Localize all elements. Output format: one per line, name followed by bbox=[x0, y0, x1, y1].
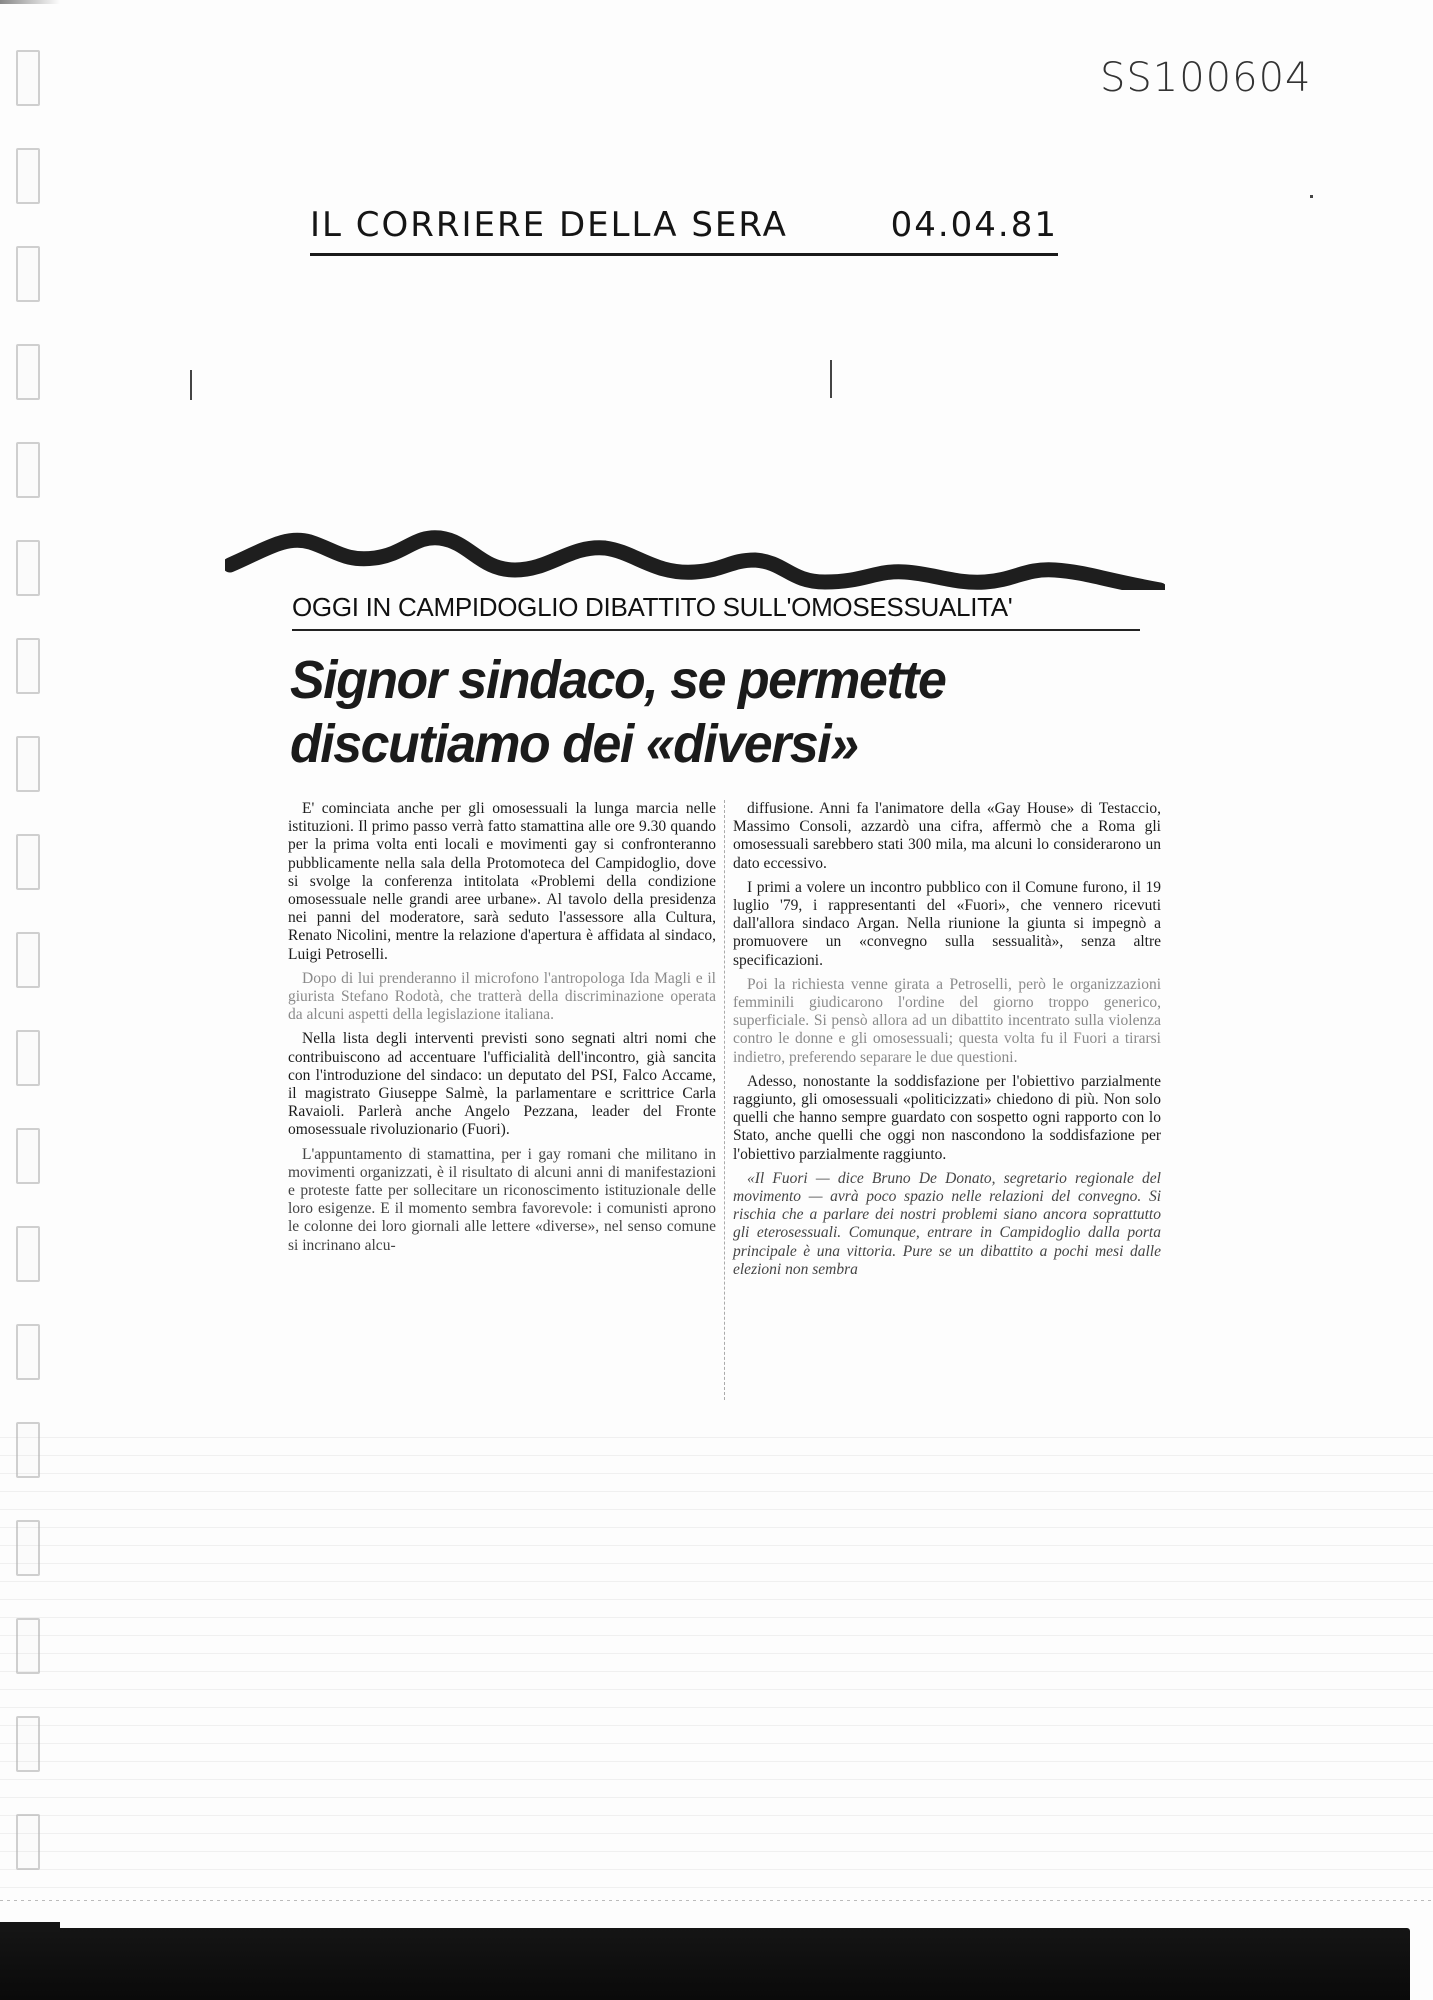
paragraph: E' cominciata anche per gli omosessuali la lunga marcia nelle istituzioni. Il primo passo verrà fatto stamattina alle ore 9.30 quando per la prima volta enti locali e movimenti gay si confronteranno pubblicamente nella sala della Protomoteca del Campidoglio, dove si svolge la conferenza intitolata «Problemi della condizione omosessuale nelle grandi aree urbane». Al tavolo della presidenza nei panni del moderatore, sarà seduto l'assessore alla Cultura, Renato Nicolini, mentre la relazione d'apertura è affidata al sindaco, Luigi Petroselli. bbox=[288, 800, 716, 963]
binder-hole bbox=[16, 1324, 40, 1380]
paragraph: Poi la richiesta venne girata a Petroselli, però le organizzazioni femminili giudicarono l'ordine del giorno troppo generico, superficiale. Si pensò allora ad un dibattito incentrato sulla violenza contro le donne e gli omosessuali; questa volta fu il Fuori a tirarsi indietro, preferendo separare le due questioni. bbox=[733, 975, 1161, 1066]
blank-scanned-area bbox=[0, 1420, 1433, 1900]
binder-hole bbox=[16, 246, 40, 302]
paragraph: Nella lista degli interventi previsti sono segnati altri nomi che contribuiscono ad accentuare l'ufficialità dell'incontro, già sancita con l'introduzione del sindaco: un deputato del PSI, Falco Accame, il magistrato Giuseppe Salmè, la parlamentare e scrittrice Carla Ravaioli. Parlerà anche Angelo Pezzana, leader del Fronte omosessuale rivoluzionario (Fuori). bbox=[288, 1030, 716, 1139]
binder-hole bbox=[16, 638, 40, 694]
binder-hole bbox=[16, 736, 40, 792]
binder-hole bbox=[16, 442, 40, 498]
binder-hole bbox=[16, 1030, 40, 1086]
publication-date: 04.04.81 bbox=[890, 205, 1058, 245]
scanner-dark-edge bbox=[0, 1928, 1410, 2000]
wavy-rule-decoration bbox=[225, 520, 1165, 590]
paragraph: I primi a volere un incontro pubblico con il Comune furono, il 19 luglio '79, i rappresentanti del «Fuori», che vennero ricevuti dall'allora sindaco Argan. Nella riunione la giunta si impegnò a promuovere un «convegno sulla sessualità», senza altre specificazioni. bbox=[733, 878, 1161, 969]
article-headline bbox=[290, 648, 1135, 776]
article-column-right bbox=[733, 800, 1161, 1285]
paragraph: Dopo di lui prenderanno il microfono l'antropologa Ida Magli e il giurista Stefano Rodotà, che tratterà della discriminazione operata da alcuni aspetti della legislazione italiana. bbox=[288, 969, 716, 1024]
paragraph-quote: «Il Fuori — dice Bruno De Donato, segretario regionale del movimento — avrà poco spazio nelle relazioni del convegno. Si rischia che a parlare dei nostri problemi siano ancora soprattutto gli eterosessuali. Comunque, entrare in Campidoglio dalla porta principale è una vittoria. Pure se un dibattito a pochi mesi dalle elezioni non sembra bbox=[733, 1169, 1161, 1278]
stray-mark bbox=[190, 370, 192, 400]
stray-mark bbox=[830, 360, 832, 398]
archive-id-handwritten: SS100604 bbox=[1100, 55, 1312, 101]
binder-hole bbox=[16, 834, 40, 890]
binder-hole bbox=[16, 148, 40, 204]
binder-hole bbox=[16, 344, 40, 400]
binder-hole bbox=[16, 932, 40, 988]
paragraph: Adesso, nonostante la soddisfazione per l'obiettivo parzialmente raggiunto, gli omosessuali «politicizzati» chiedono di più. Non solo quelli che hanno sempre guardato con sospetto ogni rapporto con lo Stato, anche quelli che oggi non nascondono la soddisfazione per l'obiettivo parzialmente raggiunto. bbox=[733, 1072, 1161, 1163]
article-kicker: OGGI IN CAMPIDOGLIO DIBATTITO SULL'OMOSESSUALITA' bbox=[292, 592, 1140, 631]
binder-hole bbox=[16, 1128, 40, 1184]
source-header-handwritten bbox=[310, 205, 1058, 256]
binder-hole bbox=[16, 50, 40, 106]
stray-mark bbox=[1310, 195, 1313, 198]
fold-line bbox=[0, 1900, 1433, 1901]
publication-name: IL CORRIERE DELLA SERA bbox=[310, 205, 788, 245]
column-divider bbox=[724, 800, 725, 1400]
headline-line-1: Signor sindaco, se permette bbox=[290, 650, 946, 710]
binder-hole bbox=[16, 540, 40, 596]
headline-line-2: discutiamo dei «diversi» bbox=[290, 714, 858, 774]
scan-top-shadow bbox=[0, 0, 60, 4]
paragraph: L'appuntamento di stamattina, per i gay romani che militano in movimenti organizzati, è il risultato di alcuni anni di manifestazioni e proteste fatte per sollecitare un riconoscimento istituzionale delle loro esigenze. E il momento sembra favorevole: i comunisti aprono le colonne dei loro giornali alle lettere «diverse», nel senso comune si incrinano alcu- bbox=[288, 1145, 716, 1254]
article-column-left bbox=[288, 800, 716, 1261]
paragraph: diffusione. Anni fa l'animatore della «Gay House» di Testaccio, Massimo Consoli, azzardò una cifra, affermò che a Roma gli omosessuali sarebbero stati 300 mila, ma alcuni lo considerarono un dato eccessivo. bbox=[733, 800, 1161, 872]
binder-hole bbox=[16, 1226, 40, 1282]
